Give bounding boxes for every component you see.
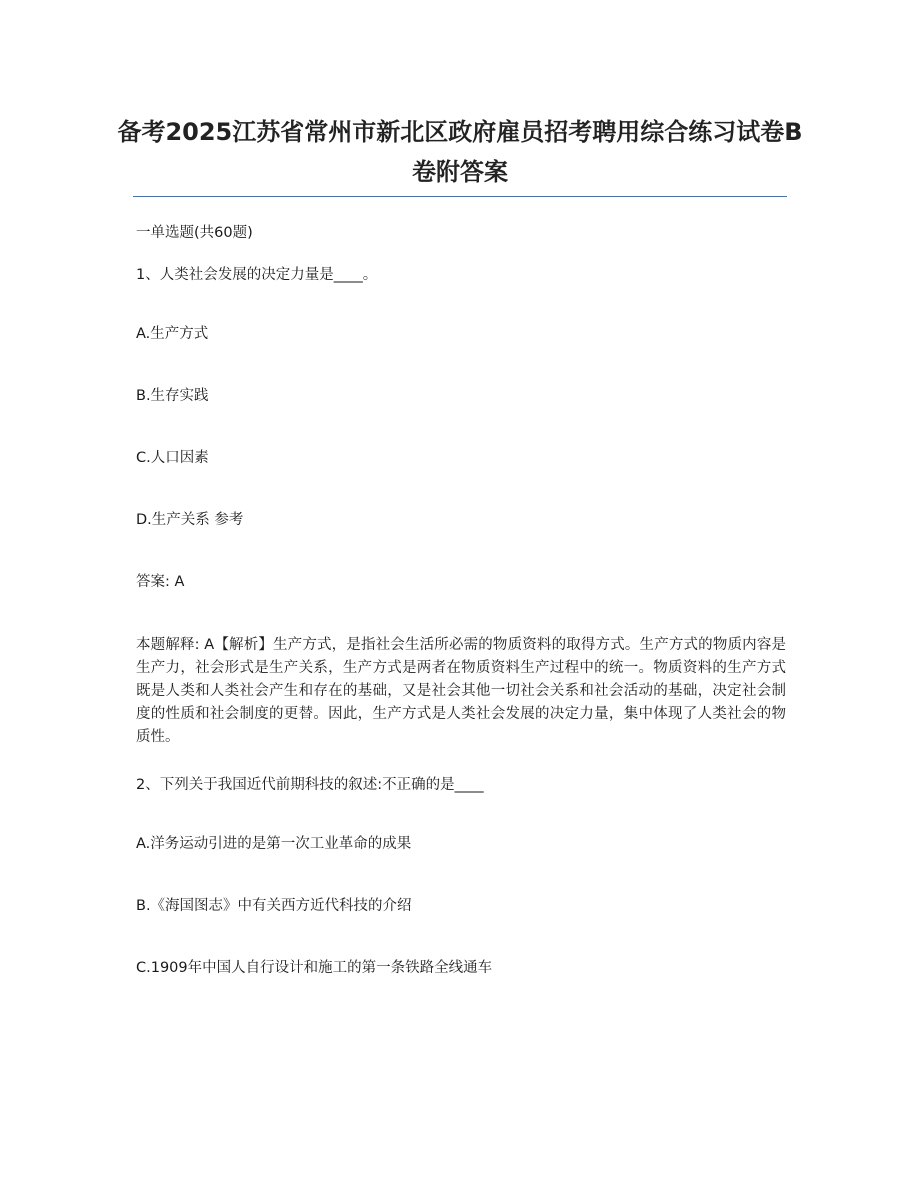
- title-divider: [133, 196, 787, 197]
- document-title: 备考2025江苏省常州市新北区政府雇员招考聘用综合练习试卷B卷附答案: [117, 118, 803, 186]
- question-1-answer: 答案: A: [136, 574, 185, 590]
- section-heading: 一单选题(共60题): [136, 225, 253, 241]
- question-1-option-d: D.生产关系 参考: [136, 512, 244, 528]
- question-1-option-c: C.人口因素: [136, 450, 209, 466]
- question-1-option-a: A.生产方式: [136, 326, 209, 342]
- question-2-option-b: B.《海国图志》中有关西方近代科技的介绍: [136, 898, 412, 914]
- question-1-explanation: 本题解释: A【解析】生产方式，是指社会生活所必需的物质资料的取得方式。生产方式的物质内容是生产力，社会形式是生产关系，生产方式是两者在物质资料生产过程中的统一。物质资料的生产方式既是人类和人类社会产生和存在的基础，又是社会其他一切社会关系和社会活动的基础，决定社会制度的性质和社会制度的更替。因此，生产方式是人类社会发展的决定力量，集中体现了人类社会的物质性。: [136, 637, 786, 745]
- question-2: 2、下列关于我国近代前期科技的叙述:不正确的是____: [136, 777, 484, 793]
- question-1-option-b: B.生存实践: [136, 388, 209, 404]
- question-1: 1、人类社会发展的决定力量是____。: [136, 267, 378, 283]
- question-2-option-a: A.洋务运动引进的是第一次工业革命的成果: [136, 836, 412, 852]
- question-2-option-c: C.1909年中国人自行设计和施工的第一条铁路全线通车: [136, 960, 493, 976]
